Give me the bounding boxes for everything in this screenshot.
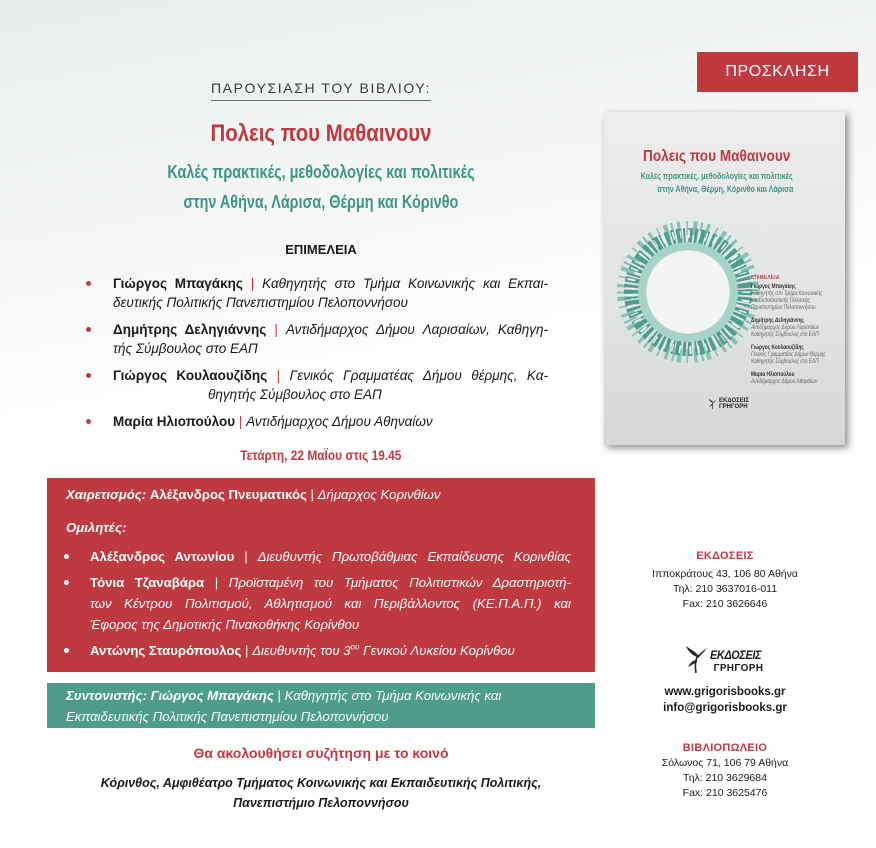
speaker-role: Διευθυντής Πρωτοβάθμιας Εκπαίδευσης Κορινθίας [257, 549, 571, 564]
website-link[interactable]: www.grigorisbooks.gr [664, 686, 786, 698]
cover-editor-role: Πανεπιστημίου Πελοποννήσου [751, 305, 816, 311]
cover-editors-heading: ΕΠΙΜΕΛΕΙΑ [751, 275, 780, 281]
separator: | [277, 688, 281, 703]
cover-editor-role: Αντιδήμαρχος Δήμου Αθηναίων [751, 379, 818, 385]
editor-name: Γιώργος Κουλαουζίδης [113, 368, 268, 383]
speaker-name: Αντώνης Σταυρόπουλος [90, 643, 242, 658]
editor-role: Αντιδήμαρχος Δήμου Αθηναίων [246, 414, 433, 429]
bookstore-phone: Τηλ: 210 3629684 [683, 772, 767, 784]
bookstore-address: Σόλωνος 71, 106 79 Αθήνα [661, 757, 789, 769]
cover-logo-line1: ΕΚΔΟΣΕΙΣ [719, 398, 750, 404]
cover-editor-role: Αντιδήμαρχος Δήμου Λαρισαίων [751, 325, 820, 331]
cover-editor-role: Καθηγητής στο Τμήμα Κοινωνικής [751, 291, 823, 297]
separator: | [238, 414, 243, 429]
greeting-role: Δήμαρχος Κορινθίων [317, 487, 441, 502]
publisher-logo [620, 644, 830, 676]
bookstore-info [620, 741, 830, 801]
editor-item [113, 366, 548, 404]
cover-publisher-logo [708, 398, 749, 410]
bookstore-fax: Fax: 210 3625476 [682, 787, 768, 799]
bullet-icon [86, 419, 91, 424]
separator: | [276, 368, 281, 383]
event-date-text: Τετάρτη, 22 ΜαΪου στις 19.45 [240, 447, 402, 463]
bullet-icon [64, 648, 69, 653]
cover-editor-name: Δημήτρης Δεληγιάννης [751, 318, 804, 324]
speaker-role: Προϊσταμένη του Τμήματος Πολιτιστικών Δραστηριοτή- [228, 575, 571, 590]
speaker-role-start: Διευθυντής του 3 [252, 643, 351, 658]
separator: | [250, 276, 255, 291]
cover-editor [751, 345, 826, 366]
event-date [47, 446, 595, 464]
cover-editor [751, 372, 826, 386]
coordinator-box [47, 683, 595, 728]
cover-editor [751, 284, 826, 312]
cover-editor-role: Καθηγητής Σύμβουλος στο ΕΑΠ [751, 359, 819, 365]
speaker-role-end: Γενικού Λυκείου Κορίνθου [363, 643, 515, 658]
cover-editor-name: Γιώργος Κουλαουζίδης [751, 345, 804, 351]
cover-editor [751, 318, 826, 339]
cover-editor-name: Μαρία Ηλιοπούλου [751, 372, 795, 378]
cover-title [617, 147, 790, 167]
program-box [47, 478, 595, 672]
editors-list [113, 274, 548, 439]
speaker-name: Αλέξανδρος Αντωνίου [90, 549, 235, 564]
book-subtitle-line2-text: στην Αθήνα, Λάρισα, Θέρμη και Κόρινθο [183, 192, 459, 212]
cover-editors [751, 275, 826, 392]
editor-item [113, 320, 548, 358]
bullet-icon [86, 373, 91, 378]
speaker-item [90, 640, 571, 661]
publisher-logo-line1: ΕΚΔΟΣΕΙΣ [709, 648, 761, 662]
bullet-icon [86, 327, 91, 332]
publisher-logo-line2: ΓΡΗΓΟΡΗ [713, 663, 764, 674]
separator: | [244, 549, 248, 564]
book-cover-image [604, 112, 845, 445]
separator: | [310, 487, 314, 502]
separator: | [214, 575, 219, 590]
speakers-list [90, 546, 571, 666]
editor-role: Γενικός Γραμματέας Δήμου θέρμης, Κα- [289, 368, 548, 383]
publisher-contact [620, 684, 830, 716]
publisher-phone: Τηλ: 210 3637016-011 [672, 583, 778, 595]
cover-city-ring-graphic [608, 212, 768, 372]
editor-item [113, 274, 548, 312]
cover-title-text: Πολεις που Μαθαινουν [642, 148, 790, 165]
editor-name: Μαρία Ηλιοπούλου [113, 414, 236, 429]
greeting-label: Χαιρετισμός: [66, 487, 147, 502]
editors-heading: ΕΠΙΜΕΛΕΙΑ [285, 242, 357, 257]
editor-name: Δημήτρης Δεληγιάννης [113, 322, 267, 337]
bullet-icon [64, 580, 69, 585]
presentation-label: ΠΑΡΟΥΣΙΑΣΗ ΤΟΥ ΒΙΒΛΙΟΥ: [211, 80, 431, 101]
coordinator-name: Γιώργος Μπαγάκης [150, 688, 274, 703]
coordinator-role-cont: Εκπαιδευτικής Πολιτικής Πανεπιστημίου Πελοποννήσου [66, 709, 389, 724]
separator: | [245, 643, 249, 658]
speaker-name: Τόνια Τζαναβάρα [90, 575, 205, 590]
book-subtitle-line2 [47, 191, 595, 213]
bird-logo-icon [708, 398, 717, 410]
discussion-note: Θα ακολουθήσει συζήτηση με το κοινό [193, 745, 449, 761]
speaker-role-cont: των Κέντρου Πολιτισμού, Αθλητισμού και Περιβάλλοντος (ΚΕ.Π.Α.Π.) και [90, 596, 571, 611]
book-subtitle-line1 [47, 161, 595, 183]
separator: | [274, 322, 278, 337]
cover-editor-name: Γιώργος Μπαγάκης [751, 284, 796, 290]
speaker-role [252, 643, 515, 658]
publisher-info [620, 549, 830, 612]
publisher-fax: Fax: 210 3626646 [682, 598, 768, 610]
venue-line2: Πανεπιστήμιο Πελοποννήσου [233, 796, 409, 810]
invitation-label: ΠΡΟΣΚΛΗΣΗ [697, 52, 858, 92]
coordinator-label: Συντονιστής: [66, 688, 147, 703]
cover-subtitle-line2 [612, 184, 793, 195]
email-link[interactable]: info@grigorisbooks.gr [663, 702, 787, 714]
editor-item [113, 412, 548, 431]
greeting-line [66, 484, 441, 505]
editor-role: Αντιδήμαρχος Δήμου Λαρισαίων, Καθηγη- [285, 322, 548, 337]
bullet-icon [86, 281, 91, 286]
presentation-heading [47, 80, 595, 101]
coordinator-role: Καθηγητής στο Τμήμα Κοινωνικής και [284, 688, 502, 703]
cover-editor-role: Καθηγητής Σύμβουλος στο ΕΑΠ [751, 332, 819, 338]
speakers-label: Ομιλητές: [66, 520, 127, 535]
editor-role: Καθηγητής στο Τμήμα Κοινωνικής και Εκπαι- [262, 276, 548, 291]
editor-role-cont: τής Σύμβουλος στο ΕΑΠ [113, 341, 258, 356]
publisher-heading: ΕΚΔΟΣΕΙΣ [696, 550, 754, 562]
bookstore-heading: ΒΙΒΛΙΟΠΩΛΕΙΟ [682, 742, 768, 754]
cover-logo-line2: ΓΡΗΓΟΡΗ [719, 404, 748, 410]
greeting-name: Αλέξανδρος Πνευματικός [149, 487, 307, 502]
book-title [47, 120, 595, 148]
cover-editor-role: Γενικός Γραμματέας Δήμου Θέρμης [751, 352, 826, 358]
cover-subtitle-line2-text: στην Αθήνα, Θέρμη, Κόρινθο και Λάρισα [656, 184, 793, 195]
book-subtitle-line1-text: Καλές πρακτικές, μεθοδολογίες και πολιτικές [167, 162, 475, 182]
cover-editor-role: και Εκπαιδευτικής Πολιτικής [751, 298, 810, 304]
venue-line1: Κόρινθος, Αμφιθέατρο Τμήματος Κοινωνικής και Εκπαιδευτικής Πολιτικής, [100, 776, 542, 790]
bird-logo-icon [684, 644, 708, 676]
publisher-address: Ιπποκράτους 43, 106 80 Αθήνα [652, 568, 798, 580]
speaker-item [90, 546, 571, 567]
book-title-text: Πολεις που Μαθαινουν [210, 120, 432, 147]
cover-subtitle-line1-text: Καλές πρακτικές, μεθοδολογίες και πολιτικές [641, 171, 793, 182]
editor-role-cont: δευτικής Πολιτικής Πανεπιστημίου Πελοποννήσου [113, 295, 408, 310]
bullet-icon [64, 554, 69, 559]
ordinal-suffix: ου [350, 642, 360, 652]
editor-role-cont: θηγητής Σύμβουλος στο ΕΑΠ [208, 387, 382, 402]
speaker-role-cont: Έφορος της Δημοτικής Πινακοθήκης Κορίνθου [90, 617, 360, 632]
cover-subtitle-line1 [590, 171, 793, 182]
speaker-item [90, 572, 571, 635]
editor-name: Γιώργος Μπαγάκης [113, 276, 243, 291]
